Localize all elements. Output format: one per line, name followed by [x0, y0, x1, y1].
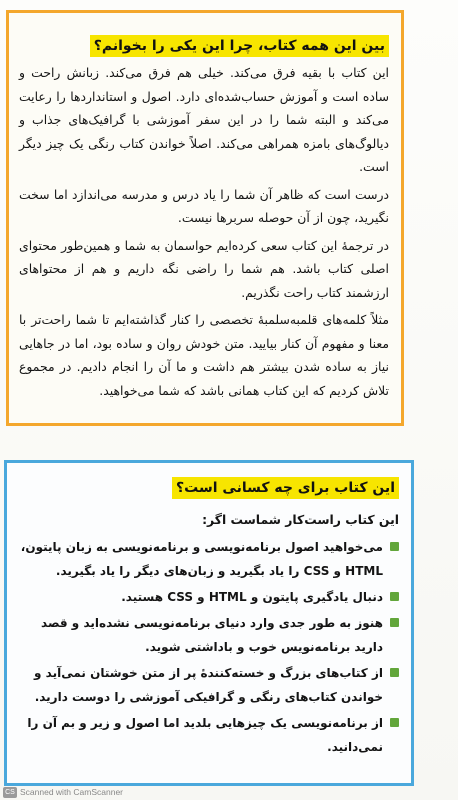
paragraph: در ترجمهٔ این کتاب سعی کرده‌ایم حواسمان به شما و همین‌طور محتوای اصلی کتاب باشد. هم شما را راضی نگه داریم و هم از محتواهای ارزشمند کتاب راحت نگذریم.	[19, 237, 389, 300]
list-item-text: هنوز به طور جدی وارد دنیای برنامه‌نویسی نشده‌اید و قصد دارید برنامه‌نویس خوب و باداشتی شوید.	[41, 616, 383, 654]
why-read-box	[6, 10, 404, 426]
camscanner-logo-icon: CS	[3, 787, 17, 798]
list-item-text: از برنامه‌نویسی یک چیزهایی بلدید اما اصول و زیر و بم آن را نمی‌دانید.	[27, 716, 383, 754]
list-item	[17, 661, 399, 709]
list-item	[17, 711, 399, 759]
bullet-square-icon	[390, 618, 399, 627]
why-read-heading: بین این همه کتاب، چرا این یکی را بخوانم؟	[90, 35, 389, 57]
list-item-text: از کتاب‌های بزرگ و خسته‌کنندهٔ پر از متن خوشتان نمی‌آید و خواندن کتاب‌های رنگی و گرافیکی آموزشی را دوست دارید.	[34, 666, 383, 704]
bullet-square-icon	[390, 668, 399, 677]
list-item	[17, 611, 399, 659]
paragraph: مثلاً کلمه‌های قلمبه‌سلمبهٔ تخصصی را کنار گذاشته‌ایم تا شما راحت‌تر با معنا و مفهوم آن کنار بیایید. متن خودش روان و ساده بود، اما در جاهایی نیاز به ساده شدن بیشتر هم داشت و ما آن را انجام دادیم. در مجموع تلاش کردیم که این کتاب همانی باشد که شما می‌خواهید.	[19, 312, 389, 398]
audience-heading: این کتاب برای چه کسانی است؟	[172, 477, 399, 499]
list-item	[17, 535, 399, 583]
scanner-text: Scanned with CamScanner	[20, 787, 124, 797]
scanner-watermark	[0, 784, 160, 800]
list-item	[17, 585, 399, 609]
audience-intro: این کتاب راست‌کار شماست اگر:	[202, 512, 399, 527]
list-item-text: دنبال یادگیری پایتون و HTML و CSS هستید.	[121, 590, 383, 604]
list-item-text: می‌خواهید اصول برنامه‌نویسی و برنامه‌نویسی به زبان پایتون، HTML و CSS را یاد بگیرید و زبان‌های دیگر را یاد بگیرید.	[20, 540, 383, 578]
paragraph: درست است که ظاهر آن شما را یاد درس و مدرسه می‌اندازد اما سخت نگیرید، چون از آن حوصله سربرها نیست.	[19, 186, 389, 225]
paragraph: این کتاب با بقیه فرق می‌کند. خیلی هم فرق می‌کند. زبانش راحت و ساده است و آموزش حساب‌شده‌ای دارد. اصول و استانداردها را رعایت می‌کند و البته شما را در این سفر آموزشی با گرافیک‌های جذاب و دیالوگ‌های بامزه همراهی می‌کند. اصلاً خواندن کتاب رنگی یک چیز دیگر است.	[19, 65, 389, 174]
bullet-square-icon	[390, 592, 399, 601]
bullet-square-icon	[390, 542, 399, 551]
audience-box	[4, 460, 414, 786]
audience-list	[7, 535, 411, 759]
bullet-square-icon	[390, 718, 399, 727]
